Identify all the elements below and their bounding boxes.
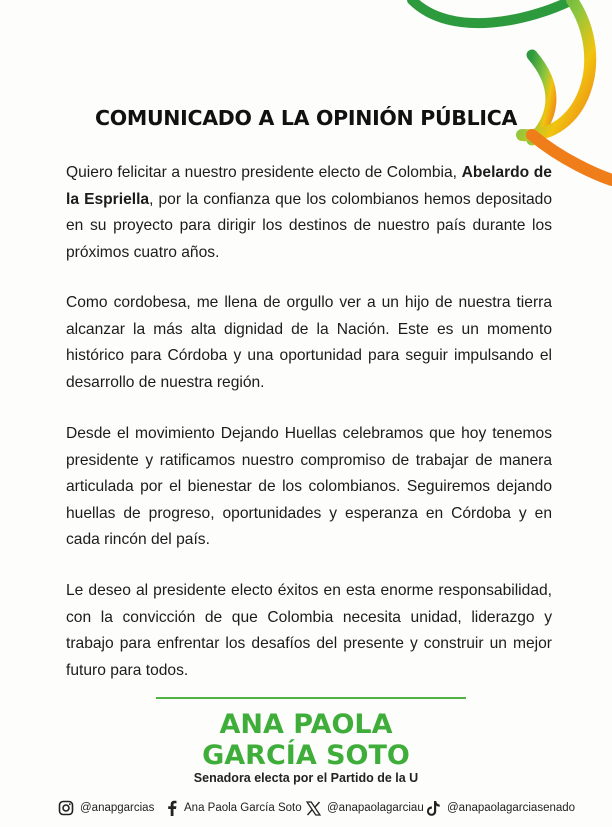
president-name: Abelardo de la Espriella <box>66 164 552 208</box>
instagram-icon <box>58 800 74 816</box>
signature-divider <box>156 697 466 699</box>
signature-role: Senadora electa por el Partido de la U <box>193 771 419 785</box>
social-handle: Ana Paola García Soto <box>184 802 302 814</box>
signature-name-line-2: GARCÍA SOTO <box>202 740 410 771</box>
social-facebook[interactable] <box>166 797 302 819</box>
social-instagram[interactable] <box>58 797 154 819</box>
paragraph-1 <box>66 160 552 266</box>
document-title: COMUNICADO A LA OPINIÓN PÚBLICA <box>94 106 518 130</box>
paragraph-1-text-start: Quiero felicitar a nuestro presidente electo de Colombia, <box>66 164 462 181</box>
tiktok-icon <box>427 800 441 816</box>
paragraph-1-text-end: , por la confianza que los colombianos hemos depositado en su proyecto para dirigir los destinos de nuestro país durante los próximos cuatro años. <box>66 190 552 261</box>
social-x[interactable] <box>306 797 424 819</box>
social-handle: @anapgarcias <box>80 802 155 814</box>
paragraph-4: Le deseo al presidente electo éxitos en esta enorme responsabilidad, con la convicción de que Colombia necesita unidad, liderazgo y trabajo para enfrentar los desafíos del presente y construir un mejor futuro para todos. <box>66 582 552 679</box>
x-icon <box>306 801 321 816</box>
social-handle: @anapaolagarciau <box>327 802 424 814</box>
signature-name-line-1: ANA PAOLA <box>219 709 393 740</box>
social-handle: @anapaolagarciasenado <box>447 802 576 814</box>
facebook-icon <box>166 800 178 816</box>
paragraph-3: Desde el movimiento Dejando Huellas celebramos que hoy tenemos presidente y ratificamos nuestro compromiso de trabajar de manera articulada por el bienestar de los colombianos. Seguiremos dejando huellas de progreso, oportunidades y esperanza en Córdoba y en cada rincón del país. <box>66 425 552 549</box>
social-tiktok[interactable] <box>427 797 575 819</box>
paragraph-2: Como cordobesa, me llena de orgullo ver a un hijo de nuestra tierra alcanzar la más alta dignidad de la Nación. Este es un momento histórico para Córdoba y una oportunidad para seguir impulsando el desarrollo de nuestra región. <box>66 294 552 391</box>
